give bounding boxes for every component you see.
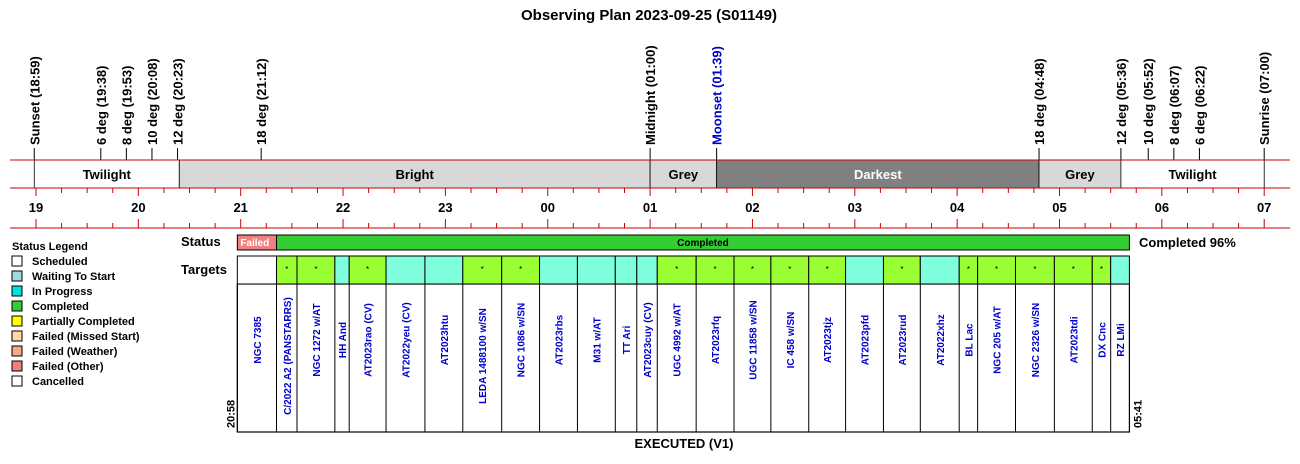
target-name: UGC 11858 w/SN — [748, 300, 760, 380]
completion-percentage: Completed 96% — [1139, 235, 1236, 250]
target-name: AT2023tjz — [823, 317, 835, 363]
target-name: AT2023rao (CV) — [363, 303, 375, 377]
legend-label: Failed (Other) — [32, 361, 104, 373]
end-time-label: 05:41 — [1132, 399, 1145, 428]
legend-label: Failed (Missed Start) — [32, 331, 140, 343]
axis-tick-label: 05 — [1052, 200, 1067, 215]
axis-tick-label: 00 — [540, 200, 555, 215]
time-axis — [10, 188, 1290, 228]
legend-label: Waiting To Start — [32, 271, 116, 283]
sky-band-label: Twilight — [82, 167, 131, 182]
schedule-rows — [181, 234, 1144, 432]
target-name: AT2023rfq — [711, 315, 723, 365]
sky-band-label: Darkest — [853, 167, 902, 182]
target-block — [920, 256, 959, 284]
sky-band-label: Grey — [668, 167, 699, 182]
target-mark: * — [675, 265, 679, 274]
target-block — [386, 256, 425, 284]
target-name: RZ LMi — [1116, 323, 1128, 357]
target-mark: * — [1033, 265, 1037, 274]
legend-swatch — [12, 376, 22, 386]
axis-tick-label: 23 — [438, 200, 453, 215]
target-name: NGC 7385 — [252, 316, 264, 364]
legend-swatch — [12, 301, 22, 311]
target-block — [846, 256, 884, 284]
sky-band-label: Twilight — [1168, 167, 1217, 182]
event-label: 12 deg (05:36) — [1113, 58, 1129, 145]
sky-condition-bands — [10, 160, 1290, 188]
target-name: C/2022 A2 (PANSTARRS) — [282, 297, 294, 415]
target-name: AT2022xhz — [935, 314, 947, 366]
target-mark: * — [994, 265, 999, 274]
target-name: AT2023htu — [439, 314, 451, 366]
event-label: 12 deg (20:23) — [170, 58, 186, 145]
target-name: DX Cnc — [1097, 322, 1109, 358]
axis-tick-label: 01 — [642, 200, 658, 215]
target-block — [237, 256, 276, 284]
axis-tick-label: 22 — [335, 200, 351, 215]
target-mark: * — [750, 265, 755, 274]
targets-row-label: Targets — [181, 262, 227, 277]
target-mark: * — [366, 265, 370, 274]
event-label: 10 deg (05:52) — [1141, 58, 1157, 145]
legend-label: Failed (Weather) — [32, 346, 118, 358]
event-label: Moonset (01:39) — [709, 46, 725, 145]
target-name: NGC 205 w/AT — [992, 306, 1004, 374]
target-mark: * — [825, 265, 829, 274]
target-name: AT2023cuy (CV) — [643, 302, 655, 378]
target-block — [1111, 256, 1130, 284]
target-name: BL Lac — [964, 323, 976, 357]
target-mark: * — [788, 265, 792, 274]
legend-swatch — [12, 271, 22, 281]
target-block — [540, 256, 578, 284]
target-name: UGC 4992 w/AT — [672, 303, 684, 377]
target-name: AT2023rud — [897, 314, 909, 366]
legend-label: Partially Completed — [32, 316, 135, 328]
target-name: NGC 1272 w/AT — [311, 303, 323, 377]
target-name: AT2022yeu (CV) — [401, 302, 413, 378]
axis-tick-label: 03 — [847, 200, 863, 215]
legend-label: Completed — [32, 301, 89, 313]
axis-tick-label: 02 — [745, 200, 760, 215]
axis-tick-label: 06 — [1154, 200, 1170, 215]
target-name: TT Ari — [622, 325, 634, 355]
target-name: IC 458 w/SN — [785, 311, 797, 369]
target-mark: * — [713, 265, 717, 274]
target-mark: * — [285, 265, 289, 274]
legend-swatch — [12, 331, 22, 341]
target-block — [615, 256, 636, 284]
legend-swatch — [12, 286, 22, 296]
legend-label: In Progress — [32, 286, 93, 298]
executed-footer: EXECUTED (V1) — [634, 436, 734, 451]
target-mark: * — [966, 265, 970, 274]
axis-tick-label: 20 — [131, 200, 146, 215]
legend-swatch — [12, 256, 22, 266]
axis-tick-label: 07 — [1256, 200, 1272, 215]
event-label: 6 deg (06:22) — [1192, 65, 1208, 145]
sky-band-label: Bright — [395, 167, 434, 182]
legend-swatch — [12, 361, 22, 371]
status-segment-label: Completed — [677, 238, 729, 249]
target-block — [335, 256, 349, 284]
target-name: AT2023tdi — [1069, 316, 1081, 364]
target-mark: * — [900, 265, 904, 274]
legend-title: Status Legend — [12, 241, 88, 253]
status-legend — [12, 241, 140, 388]
chart-title: Observing Plan 2023-09-25 (S01149) — [521, 7, 777, 24]
event-label: 6 deg (19:38) — [93, 65, 109, 145]
event-label: Midnight (01:00) — [643, 45, 659, 145]
target-mark: * — [480, 265, 484, 274]
event-label: Sunset (18:59) — [27, 56, 43, 145]
target-mark: * — [314, 265, 318, 274]
target-block — [425, 256, 463, 284]
target-name: LEDA 1488100 w/SN — [478, 308, 490, 404]
event-label: 10 deg (20:08) — [144, 58, 160, 145]
target-name: NGC 1086 w/SN — [516, 302, 528, 378]
start-time-label: 20:58 — [225, 399, 238, 428]
target-block — [637, 256, 657, 284]
target-mark: * — [519, 265, 523, 274]
target-name: NGC 2326 w/SN — [1030, 302, 1042, 378]
axis-tick-label: 04 — [949, 200, 965, 215]
status-row-label: Status — [181, 234, 221, 249]
event-label: 8 deg (06:07) — [1166, 65, 1182, 145]
event-label: 8 deg (19:53) — [119, 65, 135, 145]
target-name: M31 w/AT — [592, 317, 604, 363]
status-segment-label: Failed — [240, 238, 270, 249]
target-mark: * — [1071, 265, 1075, 274]
event-markers — [27, 45, 1272, 160]
target-block — [577, 256, 615, 284]
legend-label: Cancelled — [32, 376, 84, 388]
event-label: 18 deg (21:12) — [254, 58, 270, 145]
target-mark: * — [1099, 265, 1104, 274]
axis-tick-label: 19 — [28, 200, 44, 215]
event-label: Sunrise (07:00) — [1257, 51, 1273, 145]
target-name: AT2023pfd — [860, 314, 872, 366]
target-name: HH And — [338, 321, 350, 359]
legend-swatch — [12, 316, 22, 326]
legend-swatch — [12, 346, 22, 356]
sky-band-label: Grey — [1065, 167, 1095, 182]
legend-label: Scheduled — [32, 256, 88, 268]
axis-tick-label: 21 — [233, 200, 248, 215]
target-name: AT2023rbs — [554, 314, 566, 366]
event-label: 18 deg (04:48) — [1032, 58, 1048, 145]
